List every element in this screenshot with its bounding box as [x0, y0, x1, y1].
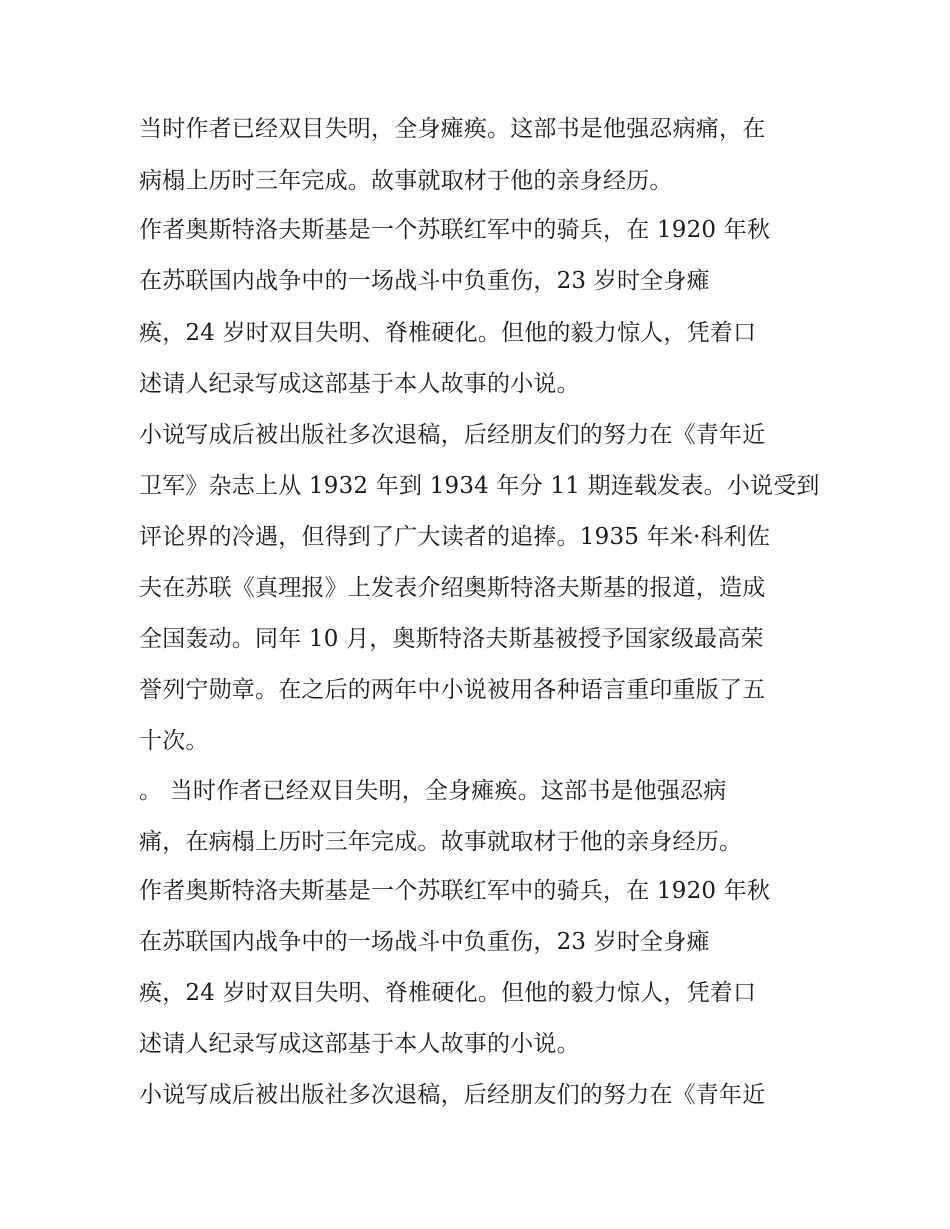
text-line: 述请人纪录写成这部基于本人故事的小说。 — [139, 371, 580, 397]
text-line: 在苏联国内战争中的一场战斗中负重伤，23 岁时全身瘫 — [139, 929, 710, 955]
text-line: 当时作者已经双目失明，全身瘫痪。这部书是他强忍病痛，在 — [139, 116, 766, 142]
text-line: 誉列宁勋章。在之后的两年中小说被用各种语言重印重版了五 — [139, 677, 766, 703]
text-line: 痪，24 岁时双目失明、脊椎硬化。但他的毅力惊人，凭着口 — [139, 320, 757, 346]
text-line: 痛，在病榻上历时三年完成。故事就取材于他的亲身经历。 — [139, 829, 743, 855]
text-line: 全国轰动。同年 10 月，奥斯特洛夫斯基被授予国家级最高荣 — [139, 626, 764, 652]
text-line: 述请人纪录写成这部基于本人故事的小说。 — [139, 1031, 580, 1057]
text-line: 。 当时作者已经双目失明，全身瘫痪。这部书是他强忍病 — [139, 778, 727, 804]
text-line: 病榻上历时三年完成。故事就取材于他的亲身经历。 — [139, 168, 673, 194]
text-line: 作者奥斯特洛夫斯基是一个苏联红军中的骑兵，在 1920 年秋 — [139, 217, 771, 243]
text-line: 小说写成后被出版社多次退稿，后经朋友们的努力在《青年近 — [139, 422, 766, 448]
text-line: 在苏联国内战争中的一场战斗中负重伤，23 岁时全身瘫 — [139, 268, 710, 294]
text-line: 评论界的冷遇，但得到了广大读者的追捧。1935 年米·科利佐 — [139, 524, 771, 550]
text-line: 十次。 — [139, 728, 209, 754]
text-line: 痪，24 岁时双目失明、脊椎硬化。但他的毅力惊人，凭着口 — [139, 980, 757, 1006]
text-line: 作者奥斯特洛夫斯基是一个苏联红军中的骑兵，在 1920 年秋 — [139, 878, 771, 904]
text-line: 卫军》杂志上从 1932 年到 1934 年分 11 期连载发表。小说受到 — [139, 473, 820, 499]
text-line: 小说写成后被出版社多次退稿，后经朋友们的努力在《青年近 — [139, 1082, 766, 1108]
text-line: 夫在苏联《真理报》上发表介绍奥斯特洛夫斯基的报道，造成 — [139, 575, 766, 601]
